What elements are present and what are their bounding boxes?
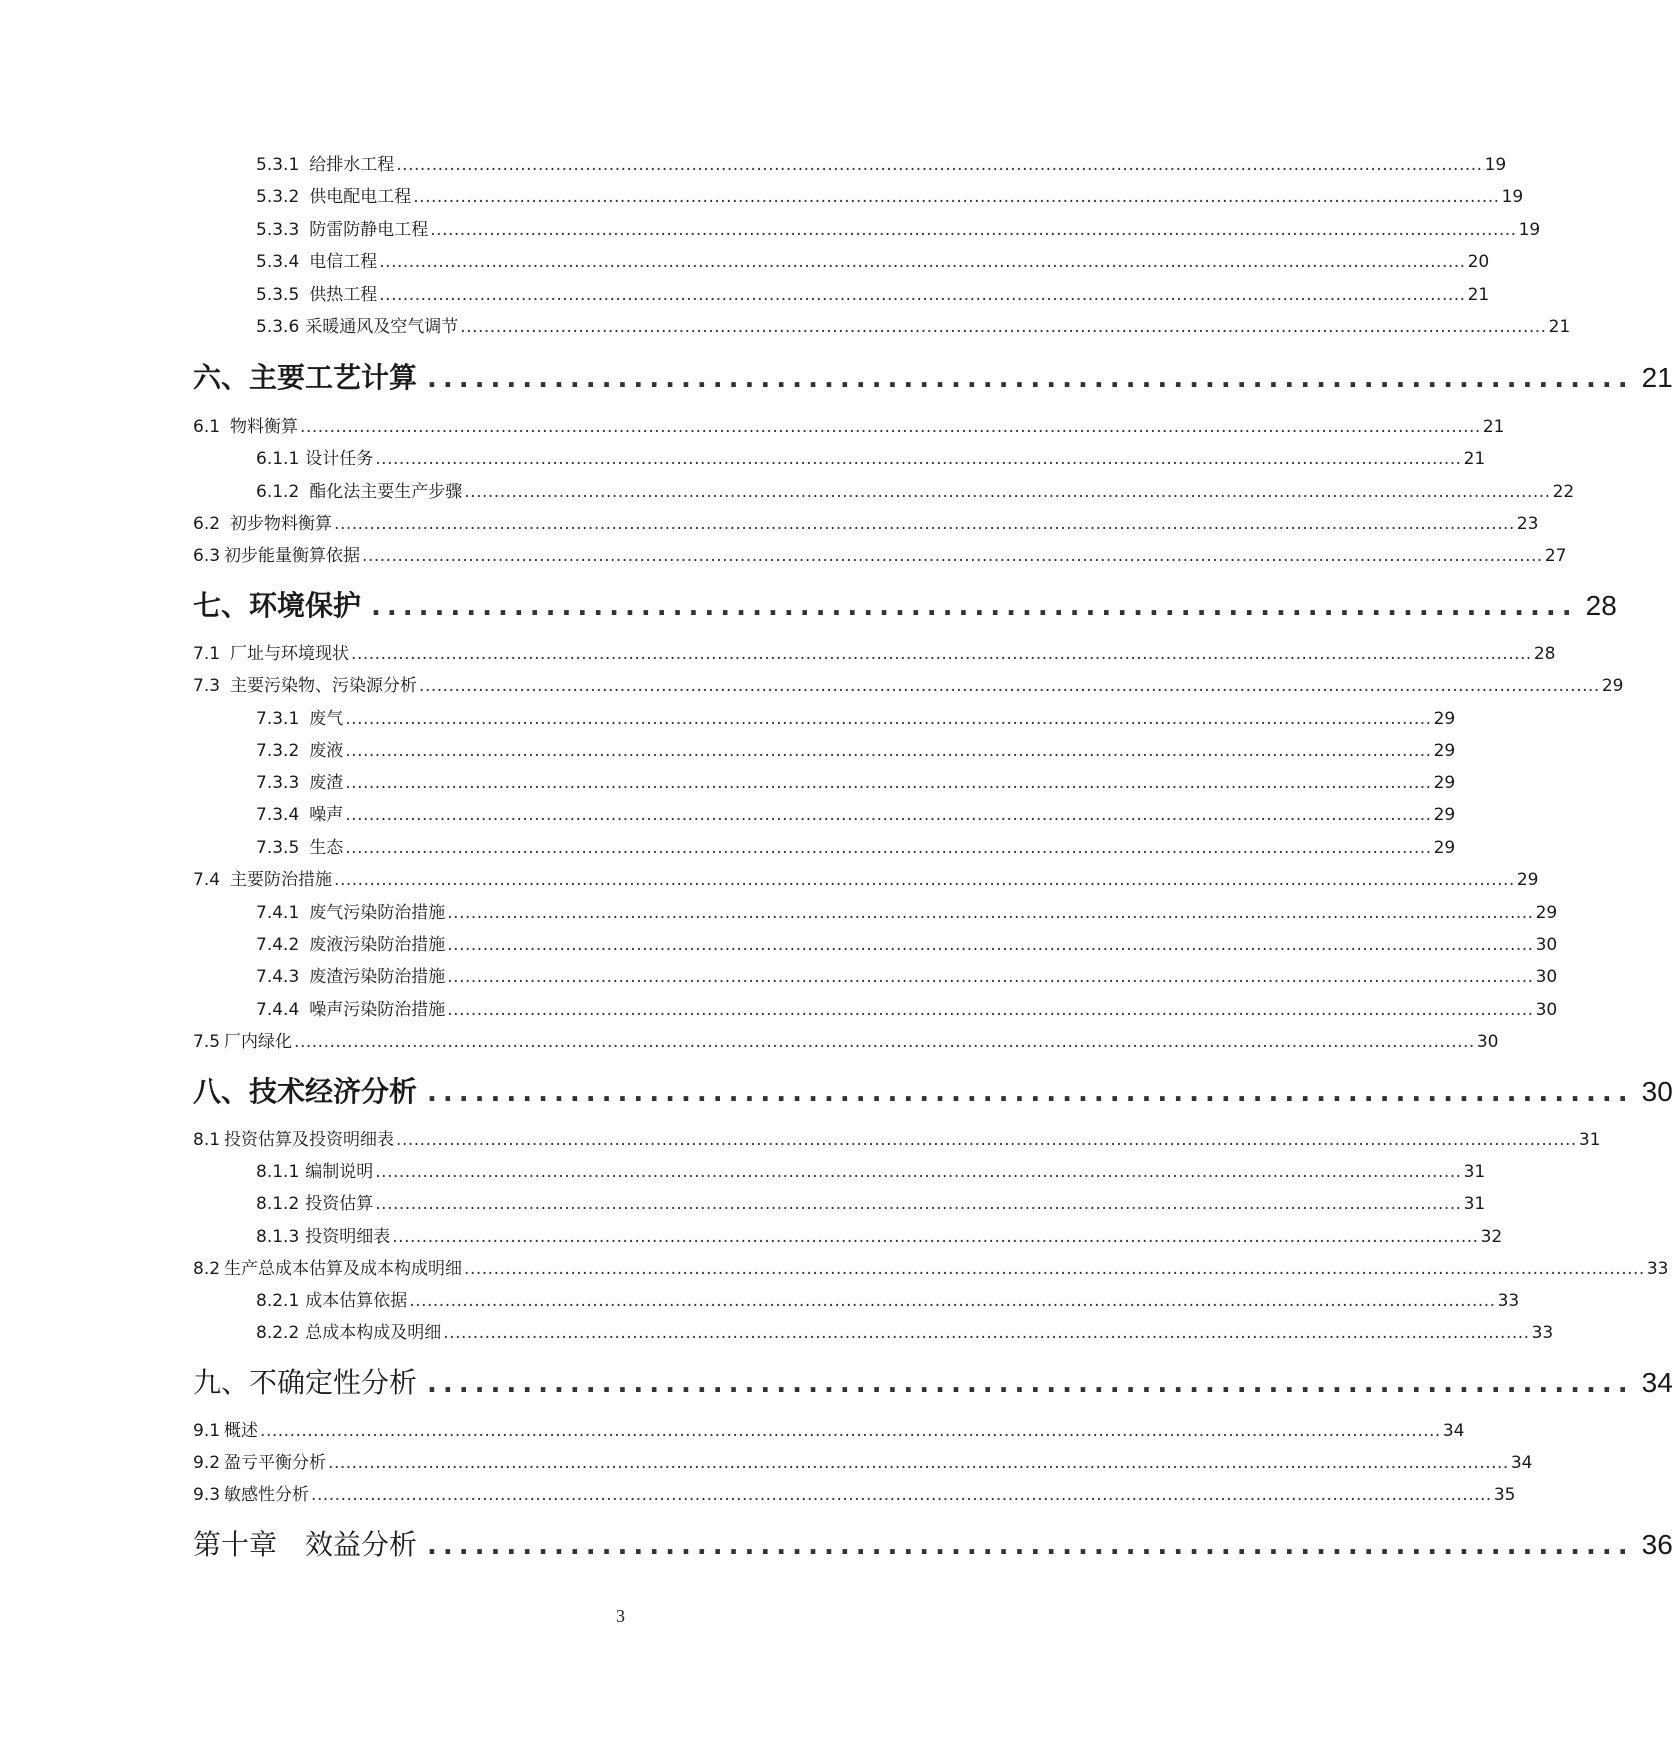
toc-entry-page: 33 bbox=[1531, 1323, 1554, 1343]
toc-entry[interactable] bbox=[256, 768, 1456, 793]
toc-entry-title: 废渣 bbox=[309, 773, 344, 793]
dot-leader: ........................................................................................................................................................................................ bbox=[447, 935, 1534, 955]
toc-entry[interactable] bbox=[193, 1416, 1465, 1441]
toc-entry-number: 8.2.2 bbox=[256, 1323, 300, 1343]
toc-entry[interactable] bbox=[256, 312, 1571, 337]
dot-leader: ........................................................................................................................................................................................ bbox=[345, 838, 1432, 858]
toc-chapter[interactable] bbox=[193, 356, 1673, 396]
toc-entry-number: 7.4.4 bbox=[256, 1000, 300, 1020]
dot-leader: ............................................................................ bbox=[427, 1078, 1634, 1108]
toc-entry-title: 设计任务 bbox=[305, 449, 374, 469]
dot-leader: ............................................................................ bbox=[427, 364, 1634, 394]
toc-entry-page: 30 bbox=[1476, 1032, 1499, 1052]
toc-entry-title: 编制说明 bbox=[305, 1162, 374, 1182]
toc-entry-number: 7.4.1 bbox=[256, 903, 300, 923]
toc-entry-number: 7.3.2 bbox=[256, 741, 300, 761]
toc-entry[interactable] bbox=[193, 541, 1567, 566]
dot-leader: ........................................................................................................................................................................................................ bbox=[334, 870, 1515, 890]
toc-chapter[interactable] bbox=[193, 1361, 1673, 1401]
dot-leader: ........................................................................................................................................................................................ bbox=[379, 252, 1466, 272]
toc-entry-number: 9.1 bbox=[193, 1421, 221, 1441]
toc-entry-title: 电信工程 bbox=[309, 252, 378, 272]
toc-entry-number: 7.3.5 bbox=[256, 838, 300, 858]
dot-leader: ........................................................................................................................................................................................ bbox=[430, 220, 1517, 240]
toc-entry-page: 35 bbox=[1493, 1485, 1516, 1505]
toc-entry[interactable] bbox=[256, 477, 1575, 502]
dot-leader: ........................................................................................................................................................................................ bbox=[375, 1194, 1462, 1214]
toc-entry-number: 8.1.2 bbox=[256, 1194, 300, 1214]
toc-entry-number: 6.2 bbox=[193, 514, 221, 534]
dot-leader: ........................................................................................................................................................................................................ bbox=[311, 1485, 1492, 1505]
toc-entry-title: 初步物料衡算 bbox=[230, 514, 333, 534]
toc-entry-number: 7.3.3 bbox=[256, 773, 300, 793]
toc-entry[interactable] bbox=[193, 509, 1539, 534]
dot-leader: ........................................................................................................................................................................................................ bbox=[300, 417, 1481, 437]
toc-entry-number: 5.3.2 bbox=[256, 187, 300, 207]
toc-entry[interactable] bbox=[256, 182, 1524, 207]
toc-entry-title: 敏感性分析 bbox=[224, 1485, 310, 1505]
toc-entry-number: 7.4.2 bbox=[256, 935, 300, 955]
toc-entry-page: 27 bbox=[1544, 546, 1567, 566]
toc-entry-number: 6.1.1 bbox=[256, 449, 300, 469]
dot-leader: ........................................................................................................................................................................................................ bbox=[328, 1453, 1509, 1473]
toc-entry-page: 29 bbox=[1601, 676, 1624, 696]
toc-entry-title: 物料衡算 bbox=[230, 417, 299, 437]
toc-entry-page: 31 bbox=[1578, 1130, 1601, 1150]
dot-leader: ........................................................................................................................................................................................................ bbox=[419, 676, 1600, 696]
toc-entry-title: 废气污染防治措施 bbox=[309, 903, 446, 923]
toc-chapter[interactable] bbox=[193, 584, 1617, 624]
toc-entry[interactable] bbox=[193, 1027, 1499, 1052]
toc-entry-page: 29 bbox=[1433, 838, 1456, 858]
toc-entry-page: 21 bbox=[1548, 317, 1571, 337]
toc-entry-title: 废液污染防治措施 bbox=[309, 935, 446, 955]
toc-entry-title: 废渣污染防治措施 bbox=[309, 967, 446, 987]
toc-entry-number: 5.3.5 bbox=[256, 285, 300, 305]
dot-leader: ........................................................................................................................................................................................ bbox=[345, 741, 1432, 761]
toc-entry-page: 19 bbox=[1484, 155, 1507, 175]
toc-entry[interactable] bbox=[256, 1286, 1520, 1311]
toc-chapter-title: 九、不确定性分析 bbox=[193, 1366, 418, 1399]
toc-entry-title: 成本估算依据 bbox=[305, 1291, 408, 1311]
toc-entry[interactable] bbox=[193, 1448, 1533, 1473]
toc-entry-number: 5.3.1 bbox=[256, 155, 300, 175]
toc-entry-title: 酯化法主要生产步骤 bbox=[309, 482, 463, 502]
toc-entry[interactable] bbox=[193, 1125, 1601, 1150]
toc-chapter-page: 28 bbox=[1585, 590, 1617, 621]
dot-leader: ........................................................................................................................................................................................................ bbox=[362, 546, 1543, 566]
toc-entry[interactable] bbox=[193, 671, 1624, 696]
toc-chapter[interactable] bbox=[193, 1523, 1673, 1563]
toc-entry-title: 生态 bbox=[309, 838, 344, 858]
toc-entry-page: 31 bbox=[1463, 1162, 1486, 1182]
toc-entry-number: 6.3 bbox=[193, 546, 221, 566]
toc-entry-title: 噪声污染防治措施 bbox=[309, 1000, 446, 1020]
toc-entry-title: 采暖通风及空气调节 bbox=[305, 317, 459, 337]
toc-entry-number: 8.2 bbox=[193, 1259, 221, 1279]
dot-leader: ........................................................................................................................................................................................ bbox=[443, 1323, 1530, 1343]
toc-chapter[interactable] bbox=[193, 1070, 1673, 1110]
toc-entry-page: 28 bbox=[1533, 644, 1556, 664]
dot-leader: ........................................................................................................................................................................................................ bbox=[260, 1421, 1441, 1441]
dot-leader: ........................................................................................................................................................................................ bbox=[375, 449, 1462, 469]
toc-chapter-title: 八、技术经济分析 bbox=[193, 1075, 418, 1108]
toc-entry-title: 给排水工程 bbox=[309, 155, 395, 175]
toc-entry[interactable] bbox=[256, 215, 1541, 240]
toc-chapter-page: 36 bbox=[1641, 1529, 1673, 1560]
toc-chapter-page: 30 bbox=[1641, 1076, 1673, 1107]
dot-leader: ........................................................................................................................................................................................................ bbox=[396, 1130, 1577, 1150]
toc-entry[interactable] bbox=[256, 1189, 1486, 1214]
toc-entry-number: 9.2 bbox=[193, 1453, 221, 1473]
toc-entry[interactable] bbox=[256, 1222, 1503, 1247]
toc-entry-page: 21 bbox=[1463, 449, 1486, 469]
toc-entry-title: 厂址与环境现状 bbox=[230, 644, 350, 664]
toc-entry-number: 8.1 bbox=[193, 1130, 221, 1150]
toc-entry-number: 9.3 bbox=[193, 1485, 221, 1505]
toc-entry-page: 23 bbox=[1516, 514, 1539, 534]
dot-leader: ............................................................................ bbox=[371, 592, 1578, 622]
toc-entry[interactable] bbox=[193, 865, 1539, 890]
toc-entry[interactable] bbox=[256, 833, 1456, 858]
toc-entry-number: 8.1.1 bbox=[256, 1162, 300, 1182]
toc-entry-title: 防雷防静电工程 bbox=[309, 220, 429, 240]
toc-entry-page: 30 bbox=[1535, 935, 1558, 955]
toc-entry-number: 7.3 bbox=[193, 676, 221, 696]
toc-entry[interactable] bbox=[193, 639, 1556, 664]
toc-entry[interactable] bbox=[256, 962, 1558, 987]
toc-entry[interactable] bbox=[256, 1157, 1486, 1182]
toc-entry-number: 7.3.1 bbox=[256, 709, 300, 729]
dot-leader: ........................................................................................................................................................................................ bbox=[345, 773, 1432, 793]
dot-leader: ........................................................................................................................................................................................................ bbox=[294, 1032, 1475, 1052]
toc-entry-page: 19 bbox=[1501, 187, 1524, 207]
dot-leader: ........................................................................................................................................................................................ bbox=[392, 1227, 1479, 1247]
toc-entry-page: 29 bbox=[1433, 709, 1456, 729]
toc-entry-page: 29 bbox=[1535, 903, 1558, 923]
toc-entry-number: 5.3.6 bbox=[256, 317, 300, 337]
toc-entry-page: 29 bbox=[1433, 741, 1456, 761]
toc-entry-number: 8.2.1 bbox=[256, 1291, 300, 1311]
toc-entry-number: 7.4 bbox=[193, 870, 221, 890]
toc-entry-title: 厂内绿化 bbox=[224, 1032, 293, 1052]
toc-entry-page: 32 bbox=[1480, 1227, 1503, 1247]
toc-entry-number: 7.5 bbox=[193, 1032, 221, 1052]
toc-entry[interactable] bbox=[256, 150, 1507, 175]
toc-entry[interactable] bbox=[256, 247, 1490, 272]
toc-chapter-page: 21 bbox=[1641, 362, 1673, 393]
toc-entry-number: 8.1.3 bbox=[256, 1227, 300, 1247]
toc-entry-page: 31 bbox=[1463, 1194, 1486, 1214]
toc-chapter-title: 七、环境保护 bbox=[193, 589, 362, 622]
toc-entry-page: 20 bbox=[1467, 252, 1490, 272]
toc-entry-title: 主要防治措施 bbox=[230, 870, 333, 890]
toc-entry-page: 33 bbox=[1497, 1291, 1520, 1311]
toc-entry-title: 噪声 bbox=[309, 805, 344, 825]
toc-entry-title: 供电配电工程 bbox=[309, 187, 412, 207]
dot-leader: ........................................................................................................................................................................................ bbox=[396, 155, 1483, 175]
toc-entry-page: 30 bbox=[1535, 1000, 1558, 1020]
dot-leader: ........................................................................................................................................................................................ bbox=[345, 805, 1432, 825]
toc-entry[interactable] bbox=[256, 930, 1558, 955]
toc-entry[interactable] bbox=[256, 704, 1456, 729]
toc-entry-number: 5.3.3 bbox=[256, 220, 300, 240]
dot-leader: ........................................................................................................................................................................................ bbox=[413, 187, 1500, 207]
toc-entry[interactable] bbox=[193, 1254, 1669, 1279]
toc-entry-page: 22 bbox=[1552, 482, 1575, 502]
toc-entry-title: 盈亏平衡分析 bbox=[224, 1453, 327, 1473]
dot-leader: ........................................................................................................................................................................................ bbox=[447, 967, 1534, 987]
toc-entry-page: 19 bbox=[1518, 220, 1541, 240]
toc-entry-number: 5.3.4 bbox=[256, 252, 300, 272]
toc-entry-number: 7.3.4 bbox=[256, 805, 300, 825]
dot-leader: ........................................................................................................................................................................................ bbox=[460, 317, 1547, 337]
toc-entry[interactable] bbox=[193, 412, 1505, 437]
toc-entry-page: 29 bbox=[1433, 805, 1456, 825]
toc-entry-title: 废气 bbox=[309, 709, 344, 729]
toc-entry-page: 29 bbox=[1433, 773, 1456, 793]
dot-leader: ........................................................................................................................................................................................ bbox=[379, 285, 1466, 305]
toc-entry-number: 7.1 bbox=[193, 644, 221, 664]
toc-chapter-title: 第十章 效益分析 bbox=[193, 1528, 418, 1561]
toc-entry[interactable] bbox=[256, 444, 1486, 469]
toc-entry-title: 供热工程 bbox=[309, 285, 378, 305]
toc-entry-title: 生产总成本估算及成本构成明细 bbox=[224, 1259, 463, 1279]
toc-entry-page: 33 bbox=[1646, 1259, 1669, 1279]
toc-entry-title: 主要污染物、污染源分析 bbox=[230, 676, 418, 696]
toc-entry-title: 投资明细表 bbox=[305, 1227, 391, 1247]
toc-entry-title: 投资估算及投资明细表 bbox=[224, 1130, 395, 1150]
toc-entry[interactable] bbox=[256, 1318, 1554, 1343]
toc-entry[interactable] bbox=[193, 1480, 1516, 1505]
toc-entry-page: 21 bbox=[1482, 417, 1505, 437]
toc-entry[interactable] bbox=[256, 736, 1456, 761]
dot-leader: ........................................................................................................................................................................................................ bbox=[351, 644, 1532, 664]
toc-entry-page: 34 bbox=[1510, 1453, 1533, 1473]
toc-entry-page: 30 bbox=[1535, 967, 1558, 987]
toc-entry[interactable] bbox=[256, 800, 1456, 825]
toc-entry-title: 投资估算 bbox=[305, 1194, 374, 1214]
toc-entry-number: 6.1.2 bbox=[256, 482, 300, 502]
page-number: 3 bbox=[616, 1606, 625, 1626]
toc-entry[interactable] bbox=[256, 995, 1558, 1020]
dot-leader: ........................................................................................................................................................................................ bbox=[345, 709, 1432, 729]
dot-leader: ........................................................................................................................................................................................ bbox=[464, 482, 1551, 502]
toc-entry-title: 总成本构成及明细 bbox=[305, 1323, 442, 1343]
dot-leader: ............................................................................ bbox=[427, 1531, 1634, 1561]
dot-leader: ........................................................................................................................................................................................ bbox=[409, 1291, 1496, 1311]
dot-leader: ........................................................................................................................................................................................................ bbox=[334, 514, 1515, 534]
toc-entry[interactable] bbox=[256, 280, 1490, 305]
toc-entry-title: 废液 bbox=[309, 741, 344, 761]
toc-entry-page: 21 bbox=[1467, 285, 1490, 305]
dot-leader: ........................................................................................................................................................................................................ bbox=[464, 1259, 1645, 1279]
toc-entry-title: 概述 bbox=[224, 1421, 259, 1441]
toc-entry-number: 6.1 bbox=[193, 417, 221, 437]
dot-leader: ........................................................................................................................................................................................ bbox=[375, 1162, 1462, 1182]
toc-entry-page: 34 bbox=[1442, 1421, 1465, 1441]
toc-entry-number: 7.4.3 bbox=[256, 967, 300, 987]
toc-chapter-page: 34 bbox=[1641, 1367, 1673, 1398]
dot-leader: ........................................................................................................................................................................................ bbox=[447, 903, 1534, 923]
toc-entry-title: 初步能量衡算依据 bbox=[224, 546, 361, 566]
toc-chapter-title: 六、主要工艺计算 bbox=[193, 361, 418, 394]
dot-leader: ........................................................................................................................................................................................ bbox=[447, 1000, 1534, 1020]
toc-entry[interactable] bbox=[256, 898, 1558, 923]
dot-leader: ............................................................................ bbox=[427, 1369, 1634, 1399]
toc-entry-page: 29 bbox=[1516, 870, 1539, 890]
